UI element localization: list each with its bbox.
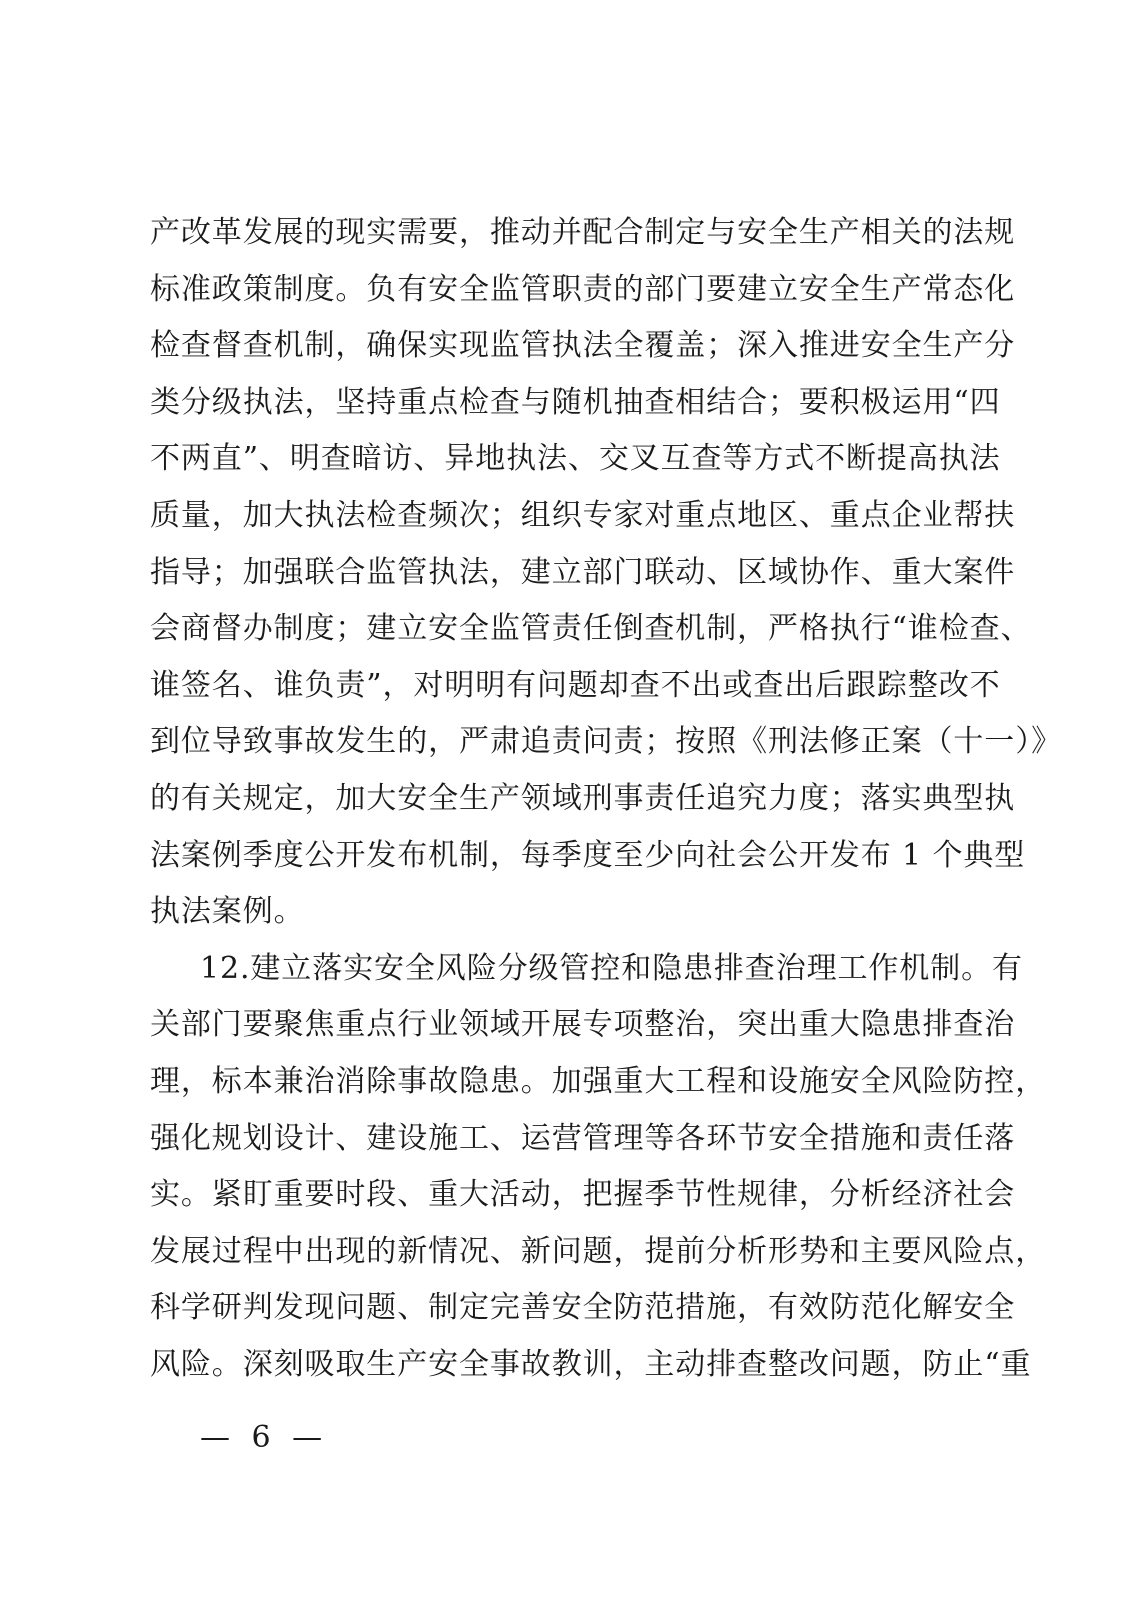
text-line: 实。紧盯重要时段、重大活动，把握季节性规律，分析经济社会 [150, 1177, 1016, 1213]
text-line: 法案例季度公开发布机制，每季度至少向社会公开发布 1 个典型 [150, 837, 1026, 873]
body-text [150, 205, 1062, 1393]
text-line: 质量，加大执法检查频次；组织专家对重点地区、重点企业帮扶 [150, 497, 1016, 533]
text-line: 指导；加强联合监管执法，建立部门联动、区域协作、重大案件 [150, 554, 1016, 590]
text-line: 理，标本兼治消除事故隐患。加强重大工程和设施安全风险防控， [150, 1063, 1047, 1099]
text-line: 执法案例。 [150, 894, 305, 930]
text-line: 检查督查机制，确保实现监管执法全覆盖；深入推进安全生产分 [150, 328, 1016, 364]
page-number: — 6 — [200, 1420, 329, 1455]
text-line: 会商督办制度；建立安全监管责任倒查机制，严格执行“谁检查、 [150, 611, 1032, 647]
text-line: 关部门要聚焦重点行业领域开展专项整治，突出重大隐患排查治 [150, 1007, 1016, 1043]
text-line: 科学研判发现问题、制定完善安全防范措施，有效防范化解安全 [150, 1290, 1016, 1326]
text-line: 强化规划设计、建设施工、运营管理等各环节安全措施和责任落 [150, 1120, 1016, 1156]
section-12-heading-line: 12.建立落实安全风险分级管控和隐患排查治理工作机制。有 [200, 950, 1023, 986]
text-line: 产改革发展的现实需要，推动并配合制定与安全生产相关的法规 [150, 215, 1016, 250]
text-line: 的有关规定，加大安全生产领域刑事责任追究力度；落实典型执 [150, 780, 1016, 816]
text-line: 发展过程中出现的新情况、新问题，提前分析形势和主要风险点， [150, 1233, 1047, 1269]
text-line: 类分级执法，坚持重点检查与随机抽查相结合；要积极运用“四 [150, 384, 1001, 420]
text-line: 谁签名、谁负责”，对明明有问题却查不出或查出后跟踪整改不 [150, 667, 1001, 703]
text-line: 不两直”、明查暗访、异地执法、交叉互查等方式不断提高执法 [150, 441, 1001, 477]
text-line: 到位导致事故发生的，严肃追责问责；按照《刑法修正案（十一）》 [150, 724, 1062, 760]
text-line: 风险。深刻吸取生产安全事故教训，主动排查整改问题，防止“重 [150, 1346, 1032, 1382]
text-line: 标准政策制度。负有安全监管职责的部门要建立安全生产常态化 [150, 271, 1016, 307]
